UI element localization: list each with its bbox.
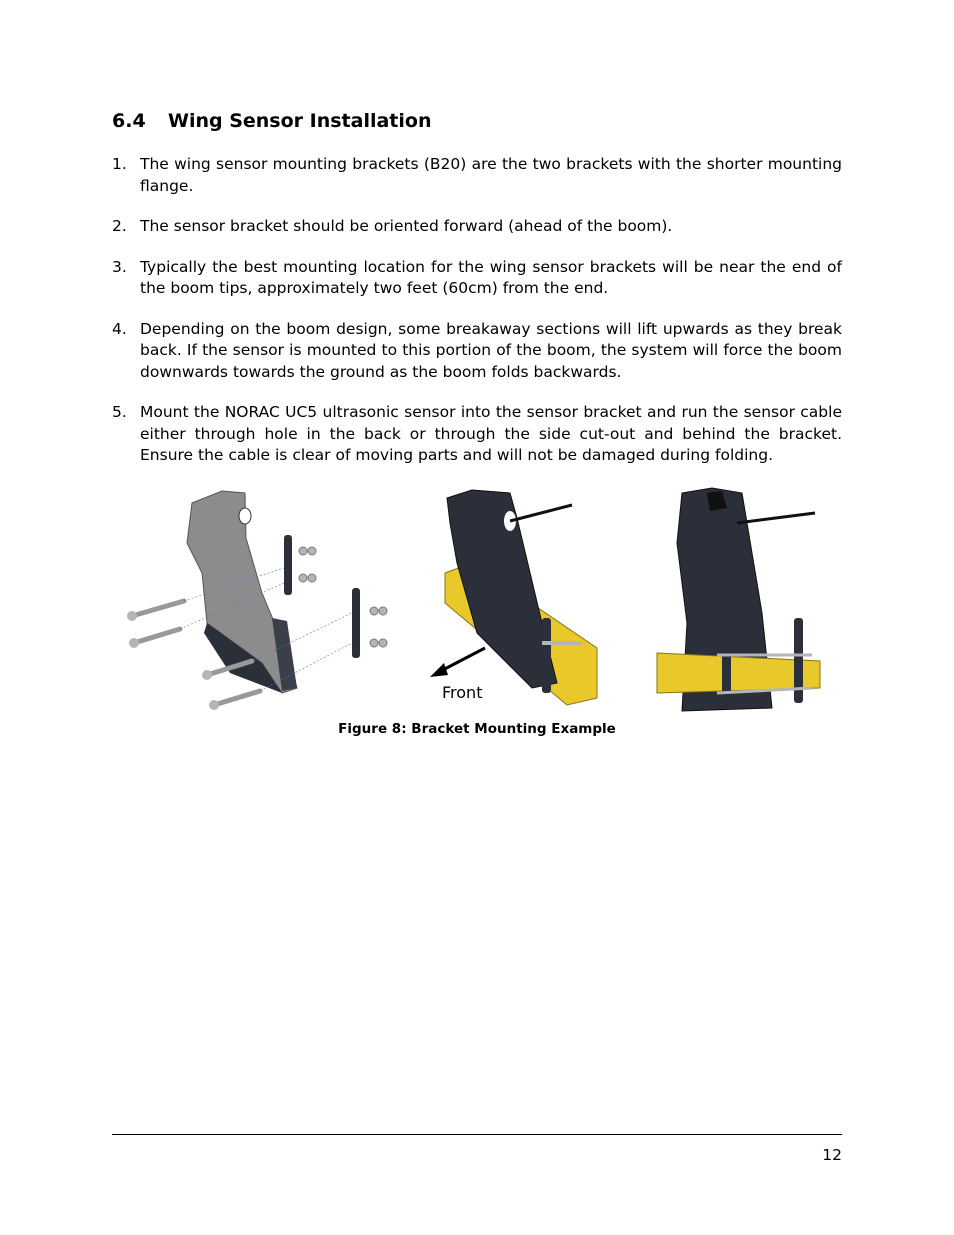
clamp-plate-lower [352, 588, 360, 658]
footer-divider [112, 1134, 842, 1135]
step-marker: 3. [112, 257, 127, 276]
step-4 [112, 319, 842, 384]
step-text: The wing sensor mounting brackets (B20) are the two brackets with the shorter mounting flange. [140, 155, 842, 195]
step-marker: 2. [112, 217, 127, 235]
step-text: Typically the best mounting location for the wing sensor brackets will be near the end of the boom tips, approximately two feet (60cm) from the end. [140, 257, 842, 297]
step-text: The sensor bracket should be oriented forward (ahead of the boom). [140, 217, 673, 235]
step-marker: 1. [112, 155, 127, 173]
step-text: Mount the NORAC UC5 ultrasonic sensor into the sensor bracket and run the sensor cable either through hole in the back or through the side cut-out and behind the bracket. Ensure the cable is clear of moving parts and will not be damaged during folding. [140, 403, 842, 464]
clamp-plate-left [722, 618, 731, 708]
section-number: 6.4 [112, 110, 146, 132]
step-marker: 5. [112, 403, 127, 421]
nuts [299, 547, 387, 647]
step-1 [112, 154, 842, 197]
page-number: 12 [822, 1146, 842, 1164]
step-marker: 4. [112, 319, 127, 338]
clamp-plate [542, 618, 551, 693]
installation-steps [112, 154, 842, 486]
step-5 [112, 402, 842, 467]
sensor-cable [510, 505, 572, 521]
sensor-cable [737, 513, 815, 523]
bracket-mounting-figure [112, 483, 842, 718]
exploded-bracket-view [127, 491, 387, 710]
front-arrowhead [430, 663, 448, 677]
mounted-bracket-side-view [430, 490, 597, 705]
step-text: Depending on the boom design, some breakaway sections will lift upwards as they break back. If the sensor is mounted to this portion of the boom, the system will force the boom downwards towards the ground as the boom folds backwards. [140, 319, 842, 381]
section-heading [112, 110, 432, 132]
bolt-heads [127, 611, 219, 710]
cable-hole [239, 508, 251, 524]
figure-caption: Figure 8: Bracket Mounting Example [338, 721, 616, 737]
clamp-plate-upper [284, 535, 292, 595]
step-2 [112, 216, 842, 238]
bracket-illustration [112, 483, 842, 718]
mounted-bracket-rear-view [657, 488, 820, 711]
front-label: Front [442, 683, 483, 702]
step-3 [112, 257, 842, 300]
section-title: Wing Sensor Installation [168, 110, 432, 132]
